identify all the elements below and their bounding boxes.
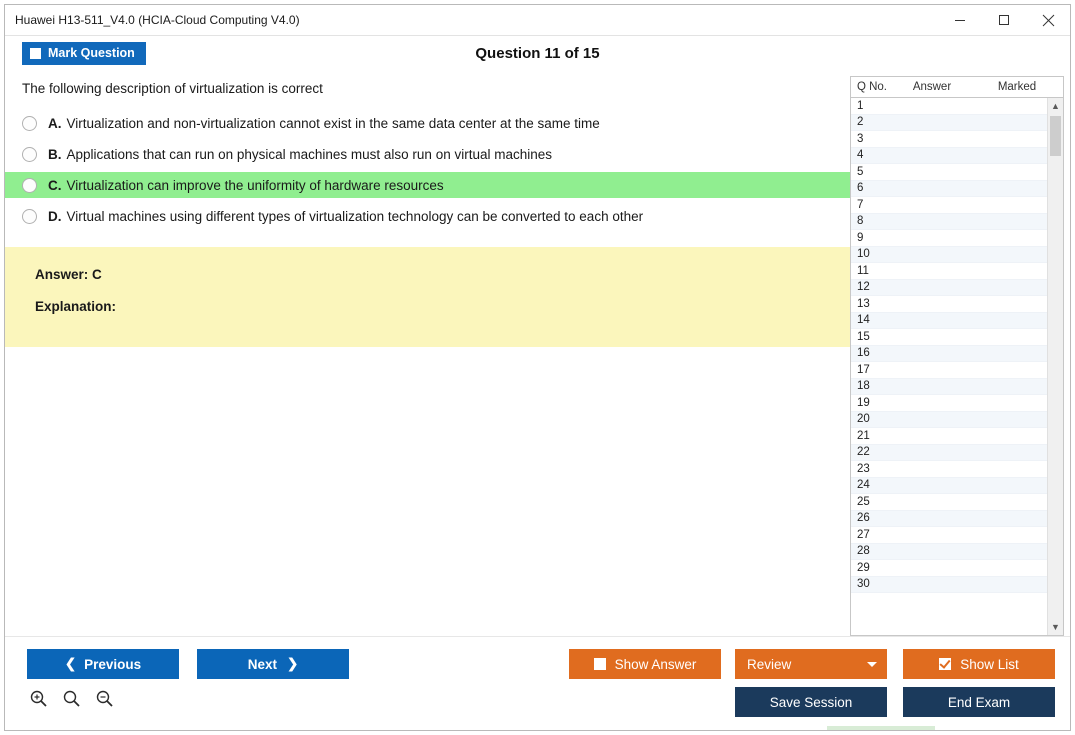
table-row[interactable] [851,544,1047,561]
question-text: The following description of virtualization is correct [22,81,323,96]
option-text: Virtual machines using different types of virtualization technology can be converted to each other [66,208,644,224]
show-answer-button[interactable] [569,649,721,679]
chevron-down-icon [867,662,877,667]
table-row[interactable] [851,181,1047,198]
cell-question-number: 25 [857,495,870,508]
answer-panel [5,247,850,347]
show-list-label: Show List [960,656,1019,672]
option-letter: D. [48,208,62,224]
options-list [5,110,850,229]
answer-label: Answer: C [35,267,102,282]
question-list-scrollbar[interactable] [1047,98,1063,635]
cell-question-number: 14 [857,314,870,327]
cell-question-number: 17 [857,363,870,376]
option-b[interactable] [5,141,850,167]
mark-question-checkbox-icon [30,48,41,59]
next-label: Next [247,656,277,672]
cell-question-number: 24 [857,479,870,492]
table-row[interactable] [851,560,1047,577]
cell-question-number: 13 [857,297,870,310]
table-row[interactable] [851,379,1047,396]
table-row[interactable] [851,445,1047,462]
cell-question-number: 30 [857,578,870,591]
table-row[interactable] [851,115,1047,132]
show-list-button[interactable] [903,649,1055,679]
option-text: Applications that can run on physical machines must also run on virtual machines [66,146,552,162]
table-row[interactable] [851,230,1047,247]
option-letter: B. [48,146,62,162]
show-answer-label: Show Answer [614,656,697,672]
title-bar [5,5,1070,36]
table-row[interactable] [851,395,1047,412]
table-row[interactable] [851,131,1047,148]
option-text: Virtualization can improve the uniformity of hardware resources [66,177,444,193]
question-list-pane [850,76,1064,636]
cell-question-number: 27 [857,528,870,541]
mark-question-label: Mark Question [48,46,135,60]
cell-question-number: 23 [857,462,870,475]
table-row[interactable] [851,280,1047,297]
cell-question-number: 8 [857,215,864,228]
table-row[interactable] [851,247,1047,264]
cell-question-number: 6 [857,182,864,195]
table-row[interactable] [851,527,1047,544]
scroll-down-icon[interactable]: ▼ [1051,622,1060,632]
table-row[interactable] [851,362,1047,379]
option-text: Virtualization and non-virtualization cannot exist in the same data center at the same time [66,115,600,131]
option-d[interactable] [5,203,850,229]
column-header-answer: Answer [912,81,952,93]
mark-question-button[interactable] [22,42,146,65]
table-row[interactable] [851,511,1047,528]
scroll-up-icon[interactable]: ▲ [1051,101,1060,111]
review-dropdown[interactable] [735,649,887,679]
show-list-checkbox-icon [939,658,951,670]
zoom-reset-icon[interactable] [62,689,81,708]
cell-question-number: 4 [857,149,864,162]
cell-question-number: 3 [857,132,864,145]
cell-question-number: 15 [857,330,870,343]
cell-question-number: 5 [857,165,864,178]
close-icon[interactable] [1026,5,1070,35]
question-list-scroll-area [851,98,1063,635]
option-a[interactable] [5,110,850,136]
window-controls [938,5,1070,35]
end-exam-button[interactable] [903,687,1055,717]
chevron-left-icon: ❮ [64,656,77,671]
page-title: Question 11 of 15 [475,44,600,62]
option-c[interactable] [5,172,850,198]
cell-question-number: 2 [857,116,864,129]
explanation-label: Explanation: [35,299,117,314]
table-row[interactable] [851,412,1047,429]
save-session-label: Save Session [769,694,853,710]
cell-question-number: 1 [857,99,864,112]
cell-question-number: 9 [857,231,864,244]
cell-question-number: 21 [857,429,870,442]
chevron-right-icon: ❯ [286,656,299,671]
radio-icon[interactable] [22,116,37,131]
table-row[interactable] [851,263,1047,280]
status-sliver [827,726,935,730]
table-row[interactable] [851,329,1047,346]
table-row[interactable] [851,577,1047,594]
table-row[interactable] [851,296,1047,313]
table-row[interactable] [851,148,1047,165]
radio-icon[interactable] [22,178,37,193]
show-answer-checkbox-icon [594,658,606,670]
main-body [5,70,1070,636]
cell-question-number: 28 [857,545,870,558]
minimize-icon[interactable] [938,5,982,35]
previous-label: Previous [84,656,142,672]
footer-toolbar [5,636,1070,730]
review-label: Review [747,656,792,672]
radio-icon[interactable] [22,209,37,224]
table-row[interactable] [851,164,1047,181]
question-list-header [851,77,1063,98]
exam-window [4,4,1071,731]
cell-question-number: 19 [857,396,870,409]
table-row[interactable] [851,478,1047,495]
next-button[interactable] [197,649,349,679]
cell-question-number: 18 [857,380,870,393]
cell-question-number: 10 [857,248,870,261]
cell-question-number: 20 [857,413,870,426]
scrollbar-thumb[interactable] [1050,116,1061,156]
previous-button[interactable] [27,649,179,679]
table-row[interactable] [851,214,1047,231]
cell-question-number: 12 [857,281,870,294]
question-list-rows [851,98,1047,635]
end-exam-label: End Exam [947,694,1011,710]
table-row[interactable] [851,494,1047,511]
zoom-in-icon[interactable] [29,689,48,708]
save-session-button[interactable] [735,687,887,717]
cell-question-number: 16 [857,347,870,360]
radio-icon[interactable] [22,147,37,162]
table-row[interactable] [851,346,1047,363]
option-letter: C. [48,177,62,193]
cell-question-number: 29 [857,561,870,574]
table-row[interactable] [851,98,1047,115]
zoom-out-icon[interactable] [95,689,114,708]
window-title: Huawei H13-511_V4.0 (HCIA-Cloud Computing V4.0) [15,13,300,27]
table-row[interactable] [851,313,1047,330]
option-letter: A. [48,115,62,131]
question-header [5,36,1070,70]
zoom-controls [29,689,114,708]
cell-question-number: 22 [857,446,870,459]
column-header-marked: Marked [997,81,1037,93]
column-header-qno: Q No. [856,81,888,93]
question-pane [5,70,850,636]
cell-question-number: 7 [857,198,864,211]
table-row[interactable] [851,197,1047,214]
maximize-icon[interactable] [982,5,1026,35]
table-row[interactable] [851,428,1047,445]
table-row[interactable] [851,461,1047,478]
cell-question-number: 26 [857,512,870,525]
cell-question-number: 11 [857,264,869,277]
